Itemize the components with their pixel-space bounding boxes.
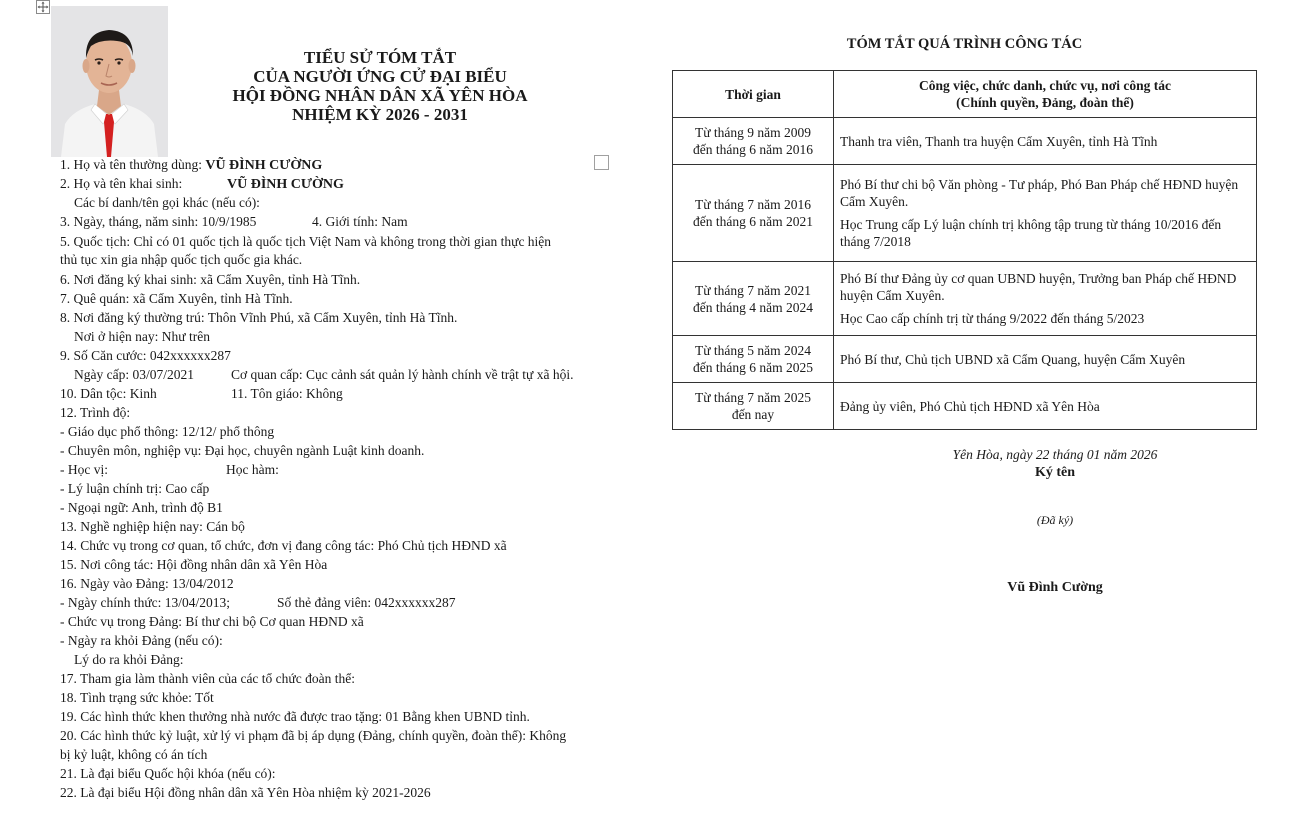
- party-card-number: Số thẻ đảng viên: 042xxxxxx287: [277, 595, 456, 610]
- table-header-row: [673, 71, 1257, 118]
- info-line-16b: - Chức vụ trong Đảng: Bí thư chi bộ Cơ quan HĐND xã: [60, 614, 364, 629]
- info-line-12c: [60, 461, 279, 478]
- time-cell: [673, 383, 834, 430]
- description-cell: [834, 262, 1257, 336]
- signature-note: (Đã ký): [1036, 513, 1074, 527]
- info-line-12: 12. Trình độ:: [60, 405, 131, 420]
- column-header-description-line-2: (Chính quyền, Đảng, đoàn thể): [956, 95, 1134, 110]
- info-line-6: 6. Nơi đăng ký khai sinh: xã Cẩm Xuyên, tỉnh Hà Tĩnh.: [60, 272, 361, 287]
- description-text: Thanh tra viên, Thanh tra huyện Cẩm Xuyên, tỉnh Hà Tĩnh: [840, 133, 1158, 149]
- description-text: Phó Bí thư Đảng ủy cơ quan UBND huyện, Trưởng ban Pháp chế HĐND huyện Cẩm Xuyên.: [840, 271, 1237, 303]
- religion: 11. Tôn giáo: Không: [231, 386, 343, 401]
- signer-name: Vũ Đình Cường: [1007, 580, 1103, 595]
- info-line-8b: Nơi ở hiện nay: Như trên: [74, 329, 210, 344]
- academic-title: Học hàm:: [226, 462, 279, 477]
- time-cell: [673, 118, 834, 165]
- work-history-table: [672, 70, 1257, 430]
- info-line-18: 18. Tình trạng sức khỏe: Tốt: [60, 690, 214, 705]
- description-cell: [834, 118, 1257, 165]
- time-from: Từ tháng 7 năm 2021: [694, 282, 812, 298]
- table-row: [673, 262, 1257, 336]
- info-line-14: 14. Chức vụ trong cơ quan, tổ chức, đơn vị đang công tác: Phó Chủ tịch HĐND xã: [60, 538, 507, 553]
- title-line-2: CỦA NGƯỜI ỨNG CỬ ĐẠI BIỂU: [253, 67, 507, 86]
- info-line-20a: 20. Các hình thức kỷ luật, xử lý vi phạm đã bị áp dụng (Đảng, chính quyền, đoàn thể): Không: [60, 728, 567, 743]
- info-line-16c: - Ngày ra khỏi Đảng (nếu có):: [60, 633, 223, 648]
- description-text-2: Học Cao cấp chính trị từ tháng 9/2022 đến tháng 5/2023: [840, 311, 1145, 326]
- work-history-title: TÓM TẮT QUÁ TRÌNH CÔNG TÁC: [846, 36, 1083, 52]
- time-to: đến tháng 4 năm 2024: [693, 299, 813, 315]
- document-title: [180, 48, 580, 124]
- description-text: Đảng ủy viên, Phó Chủ tịch HĐND xã Yên Hòa: [840, 398, 1100, 414]
- time-from: Từ tháng 7 năm 2025: [694, 390, 812, 405]
- info-line-12a: - Giáo dục phổ thông: 12/12/ phổ thông: [60, 424, 275, 439]
- info-line-2b: Các bí danh/tên gọi khác (nếu có):: [74, 195, 260, 210]
- time-to: đến nay: [731, 407, 775, 422]
- title-line-1: TIỂU SỬ TÓM TẮT: [303, 48, 457, 67]
- info-line-20b: bị kỷ luật, không có án tích: [60, 747, 208, 762]
- info-line-9b: [74, 366, 574, 383]
- id-issue-agency: Cơ quan cấp: Cục cảnh sát quản lý hành chính về trật tự xã hội.: [231, 367, 574, 382]
- info-line-12d: - Lý luận chính trị: Cao cấp: [60, 481, 210, 496]
- time-cell: [673, 165, 834, 262]
- column-header-description-line-1: Công việc, chức danh, chức vụ, nơi công tác: [918, 78, 1172, 93]
- time-to: đến tháng 6 năm 2025: [693, 360, 813, 375]
- column-header-time: Thời gian: [673, 71, 834, 118]
- gender: 4. Giới tính: Nam: [312, 214, 408, 229]
- table-move-handle-icon[interactable]: [36, 0, 50, 14]
- id-issue-date: Ngày cấp: 03/07/2021: [74, 367, 194, 382]
- time-to: đến tháng 6 năm 2016: [693, 142, 813, 157]
- info-line-19: 19. Các hình thức khen thưởng nhà nước đã được trao tặng: 01 Bằng khen UBND tỉnh.: [60, 709, 530, 724]
- birth-date: 3. Ngày, tháng, năm sinh: 10/9/1985: [60, 214, 257, 229]
- info-label: 2. Họ và tên khai sinh:: [60, 176, 183, 191]
- info-line-16: 16. Ngày vào Đảng: 13/04/2012: [60, 576, 234, 591]
- academic-degree: - Học vị:: [60, 462, 108, 477]
- info-line-13: 13. Nghề nghiệp hiện nay: Cán bộ: [60, 519, 245, 534]
- description-text-2: Học Trung cấp Lý luận chính trị không tập trung từ tháng 10/2016 đến tháng 7/2018: [840, 217, 1222, 249]
- title-line-4: NHIỆM KỲ 2026 - 2031: [292, 105, 468, 124]
- description-text: Phó Bí thư chi bộ Văn phòng - Tư pháp, Phó Ban Pháp chế HĐND huyện Cẩm Xuyên.: [840, 177, 1239, 209]
- signature-label: Ký tên: [1034, 465, 1076, 480]
- info-line-16a: [60, 594, 456, 611]
- candidate-photo: [51, 6, 168, 157]
- info-line-5a: 5. Quốc tịch: Chỉ có 01 quốc tịch là quốc tịch Việt Nam và không trong thời gian thực hiện: [60, 234, 552, 249]
- info-line-17: 17. Tham gia làm thành viên của các tổ chức đoàn thể:: [60, 671, 355, 686]
- info-line-1: [60, 156, 322, 174]
- description-cell: [834, 336, 1257, 383]
- signature-place-date: Yên Hòa, ngày 22 tháng 01 năm 2026: [952, 447, 1158, 462]
- info-line-9: 9. Số Căn cước: 042xxxxxx287: [60, 348, 231, 363]
- birth-name-value: VŨ ĐÌNH CƯỜNG: [227, 177, 344, 192]
- title-line-3: HỘI ĐỒNG NHÂN DÂN XÃ YÊN HÒA: [232, 86, 528, 105]
- info-line-5b: thủ tục xin gia nhập quốc tịch quốc gia khác.: [60, 252, 303, 267]
- time-cell: [673, 262, 834, 336]
- info-line-12e: - Ngoại ngữ: Anh, trình độ B1: [60, 500, 223, 515]
- info-line-8: 8. Nơi đăng ký thường trú: Thôn Vĩnh Phú, xã Cẩm Xuyên, tỉnh Hà Tĩnh.: [60, 310, 458, 325]
- column-header-description: [834, 71, 1257, 118]
- table-row: [673, 383, 1257, 430]
- time-cell: [673, 336, 834, 383]
- table-row: [673, 165, 1257, 262]
- description-cell: [834, 165, 1257, 262]
- time-to: đến tháng 6 năm 2021: [693, 214, 813, 229]
- description-text: Phó Bí thư, Chủ tịch UBND xã Cẩm Quang, huyện Cẩm Xuyên: [840, 351, 1186, 367]
- info-line-10: [60, 385, 343, 402]
- table-row: [673, 336, 1257, 383]
- ethnicity: 10. Dân tộc: Kinh: [60, 386, 157, 401]
- time-from: Từ tháng 5 năm 2024: [694, 343, 812, 358]
- info-label: 1. Họ và tên thường dùng:: [60, 157, 206, 172]
- content-control-checkbox[interactable]: [594, 155, 609, 170]
- time-from: Từ tháng 7 năm 2016: [694, 197, 812, 212]
- common-name-value: VŨ ĐÌNH CƯỜNG: [205, 158, 323, 173]
- info-line-2: [60, 175, 344, 193]
- time-from: Từ tháng 9 năm 2009: [694, 125, 812, 140]
- info-line-15: 15. Nơi công tác: Hội đồng nhân dân xã Yên Hòa: [60, 557, 328, 572]
- info-line-12b: - Chuyên môn, nghiệp vụ: Đại học, chuyên ngành Luật kinh doanh.: [60, 443, 425, 458]
- info-line-16d: Lý do ra khỏi Đảng:: [74, 652, 184, 667]
- info-line-21: 21. Là đại biểu Quốc hội khóa (nếu có):: [60, 766, 276, 781]
- table-row: [673, 118, 1257, 165]
- info-line-3: [60, 213, 408, 230]
- official-party-date: - Ngày chính thức: 13/04/2013;: [60, 595, 231, 610]
- description-cell: [834, 383, 1257, 430]
- info-line-22: 22. Là đại biểu Hội đồng nhân dân xã Yên Hòa nhiệm kỳ 2021-2026: [60, 785, 431, 800]
- info-line-7: 7. Quê quán: xã Cẩm Xuyên, tỉnh Hà Tĩnh.: [60, 291, 293, 306]
